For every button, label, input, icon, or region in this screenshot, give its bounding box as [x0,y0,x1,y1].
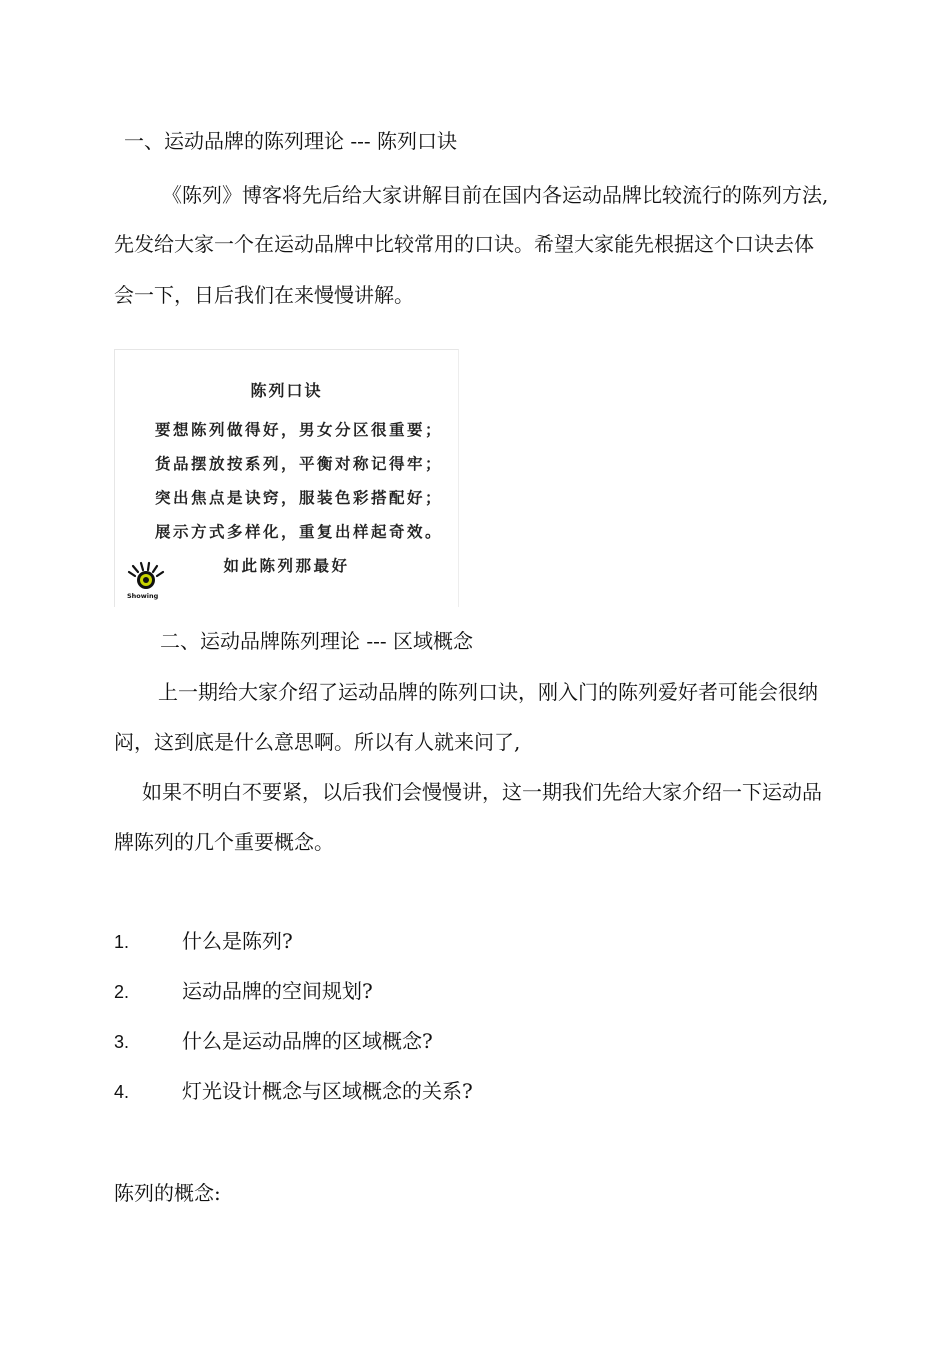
section2-heading: 二、运动品牌陈列理论 --- 区域概念 [160,629,473,653]
rhyme-line-3: 突出焦点是诀窍，服装色彩搭配好； [155,489,444,507]
list-item-text: 灯光设计概念与区域概念的关系? [182,1079,473,1103]
list-item-text: 什么是陈列? [182,929,293,953]
section1-para-line-3: 会一下，日后我们在来慢慢讲解。 [114,283,414,307]
rhyme-line-4: 展示方式多样化，重复出样起奇效。 [155,523,444,541]
showing-logo-icon [123,558,173,600]
list-item-text: 运动品牌的空间规划? [182,979,373,1003]
rhyme-line-2: 货品摆放按系列，平衡对称记得牢； [155,455,444,473]
concept-heading: 陈列的概念: [114,1181,221,1205]
section1-heading: 一、运动品牌的陈列理论 --- 陈列口诀 [124,129,457,153]
list-item-text: 什么是运动品牌的区域概念? [182,1029,433,1053]
list-item-number: 4. [114,1082,130,1102]
section2-para1-line-1: 上一期给大家介绍了运动品牌的陈列口诀，刚入门的陈列爱好者可能会很纳 [158,680,818,704]
section2-para2-line-2: 牌陈列的几个重要概念。 [114,830,334,854]
rhyme-line-1: 要想陈列做得好，男女分区很重要； [155,421,444,439]
list-item-number: 1. [114,932,130,952]
list-item-number: 2. [114,982,130,1002]
section2-para1-line-2: 闷，这到底是什么意思啊。所以有人就来问了, [114,730,521,754]
rhyme-ending: 如此陈列那最好 [223,557,350,575]
section1-para-line-1: 《陈列》博客将先后给大家讲解目前在国内各运动品牌比较流行的陈列方法, [162,183,829,207]
rhyme-title: 陈列口诀 [250,381,323,400]
display-rhyme-image [114,349,459,607]
list-item-number: 3. [114,1032,130,1052]
section2-para2-line-1: 如果不明白不要紧，以后我们会慢慢讲，这一期我们先给大家介绍一下运动品 [142,780,822,804]
section1-para-line-2: 先发给大家一个在运动品牌中比较常用的口诀。希望大家能先根据这个口诀去体 [114,232,814,256]
svg-text:Showing: Showing [127,592,159,600]
